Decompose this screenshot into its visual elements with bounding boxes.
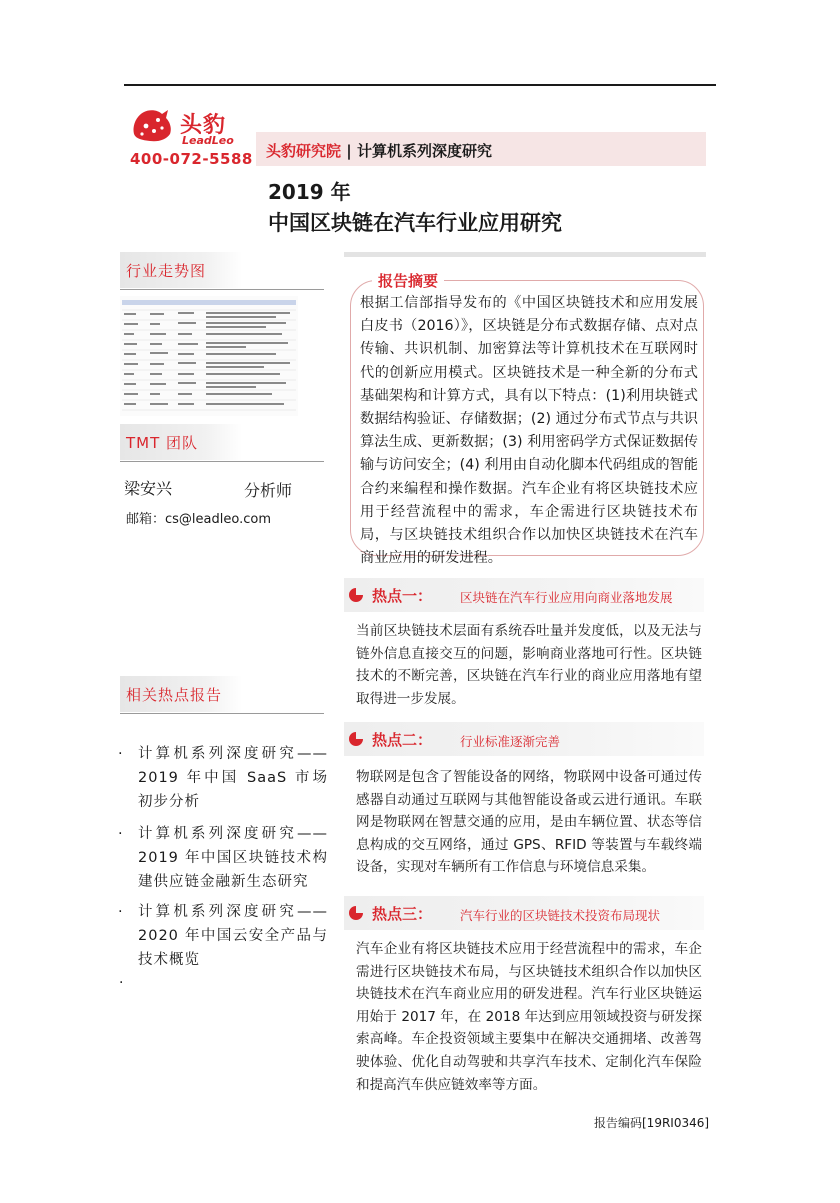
hotspot-subtitle: 区块链在汽车行业应用向商业落地发展	[460, 590, 673, 605]
hotspot-marker-icon	[348, 905, 364, 921]
hotspot-subtitle: 汽车行业的区块链技术投资布局现状	[460, 908, 661, 923]
bullet-marker: ·	[118, 826, 124, 842]
report-year: 2019 年	[268, 180, 351, 204]
hotspot-title: 热点一：	[372, 587, 433, 605]
abstract-text: 根据工信部指导发布的《中国区块链技术和应用发展白皮书（2016）》，区块链是分布式数据存储、点对点传输、共识机制、加密算法等计算机技术在互联网时代的创新应用模式。区块链技术是一种全新的分布式基础架构和计算方式，具有以下特点：(1)利用块链式数据结构验证、存储数据；(2) 通过分布式节点与共识算法生成、更新数据；(3) 利用密码学方式保证数据传输与访问安全；(4) 利用由自动化脚本代码组成的智能合约来编程和操作数据。汽车企业有将区块链技术应用于经营流程中的需求，车企需进行区块链技术布局，与区块链技术组织合作以加快区块链技术在汽车商业应用的研发进程。	[360, 295, 698, 567]
leopard-logo-icon	[128, 104, 176, 144]
team-heading-rule	[120, 461, 324, 462]
brand-name-en: LeadLeo	[182, 134, 234, 147]
hotspot-body: 汽车企业有将区块链技术应用于经营流程中的需求，车企需进行区块链技术布局，与区块链技术组织合作以加快区块链技术在汽车商业应用的研发进程。汽车行业区块链运用始于 2017 年，在 2018 年达到应用领域投资与研发探索高峰。车企投资领域主要集中在解决交通拥堵、改善驾驶体验、优化自动驾驶和共享汽车技术、定制化汽车保险和提高汽车供应链效率等方面。	[356, 941, 702, 1093]
trend-heading-rule	[120, 289, 324, 290]
hotspot-body: 物联网是包含了智能设备的网络，物联网中设备可通过传感器自动通过互联网与其他智能设备或云进行通讯。车联网是物联网在智慧交通的应用，是由车辆位置、状态等信息构成的交互网络，通过 GPS、RFID 等装置与车载终端设备，实现对车辆所有工作信息与环境信息采集。	[356, 769, 702, 876]
related-report-title: 计算机系列深度研究——2020 年中国云安全产品与技术概览	[138, 904, 328, 968]
analyst-name: 梁安兴	[124, 479, 173, 498]
related-report-item[interactable]	[118, 742, 328, 814]
series-institute: 头豹研究院	[266, 142, 342, 160]
analyst-role: 分析师	[244, 481, 293, 500]
trend-table-thumbnail-icon	[120, 296, 298, 416]
brand-name-cn: 头豹	[180, 113, 227, 138]
bullet-marker: ·	[119, 975, 124, 991]
series-line	[266, 140, 492, 161]
abstract-label: 报告摘要	[372, 270, 444, 291]
report-title: 中国区块链在汽车行业应用研究	[268, 211, 562, 235]
hotspot-subtitle: 行业标准逐渐完善	[460, 734, 561, 749]
series-divider: |	[346, 142, 352, 160]
related-report-title: 计算机系列深度研究——2019 年中国区块链技术构建供应链金融新生态研究	[138, 826, 328, 890]
hotspot-body: 当前区块链技术层面有系统吞吐量并发度低，以及无法与链外信息直接交互的问题，影响商业落地可行性。区块链技术的不断完善，区块链在汽车行业的商业应用落地有望取得进一步发展。	[356, 623, 702, 707]
abstract-top-bar	[344, 252, 706, 257]
team-heading: TMT 团队	[126, 434, 199, 452]
hotspot-marker-icon	[348, 587, 364, 603]
related-report-item[interactable]	[118, 900, 328, 972]
related-report-title: 计算机系列深度研究——2019 年中国 SaaS 市场初步分析	[138, 746, 328, 810]
related-heading-rule	[120, 713, 324, 714]
series-category: 计算机系列深度研究	[356, 142, 492, 160]
analyst-email[interactable]: 邮箱：cs@leadleo.com	[126, 512, 271, 527]
report-code: 报告编码[19RI0346]	[594, 1116, 710, 1130]
related-report-item[interactable]	[118, 822, 328, 894]
brand-phone: 400-072-5588	[130, 150, 253, 168]
hotspot-title: 热点二：	[372, 731, 433, 749]
related-heading: 相关热点报告	[126, 686, 223, 704]
hotspot-title: 热点三：	[372, 905, 433, 923]
trend-heading: 行业走势图	[126, 262, 207, 280]
hotspot-marker-icon	[348, 731, 364, 747]
header-rule	[124, 84, 716, 86]
bullet-marker: ·	[118, 904, 124, 920]
bullet-marker: ·	[118, 746, 124, 762]
